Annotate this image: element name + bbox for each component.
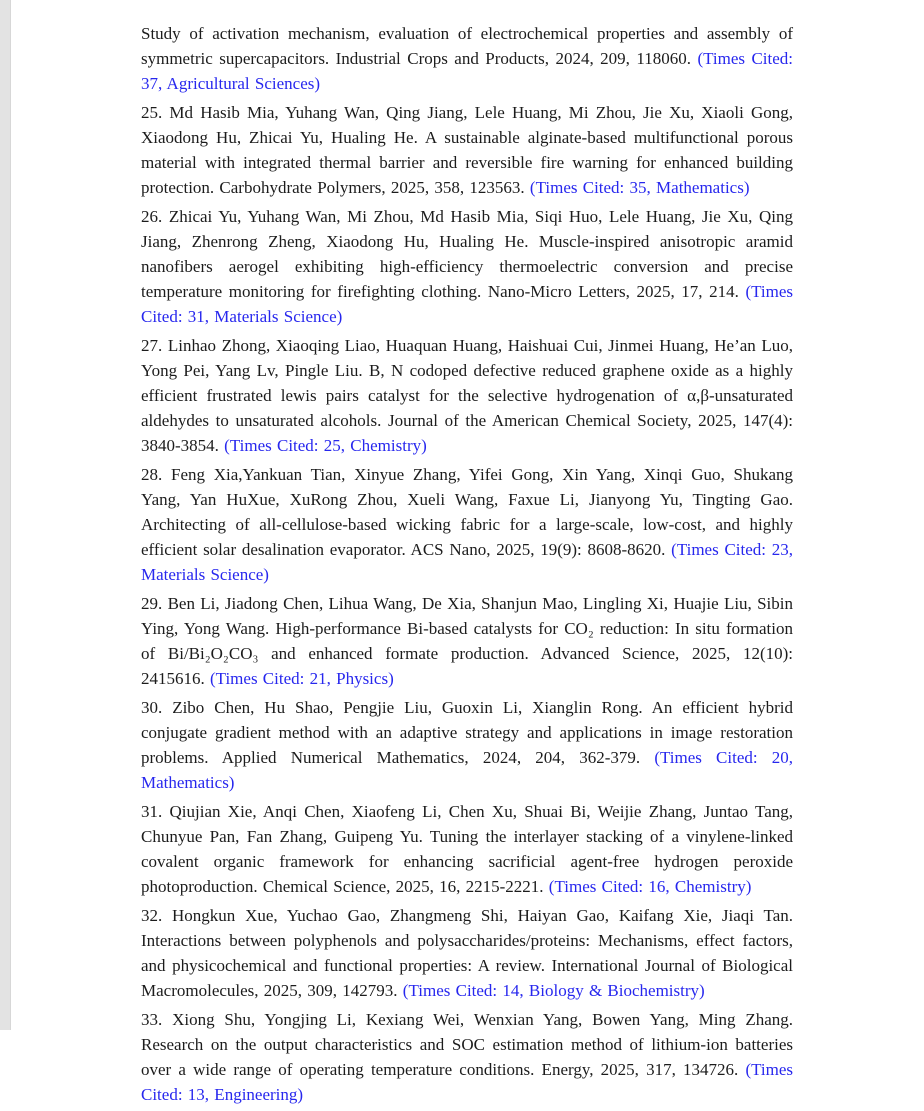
citation-entry	[141, 462, 793, 587]
citation-entry	[141, 1007, 793, 1107]
citation-text: Study of activation mechanism, evaluation of electrochemical properties and assembly of symmetric supercapacitors. Industrial Crops and Products, 2024, 209, 118060.	[141, 24, 793, 68]
times-cited-link[interactable]: (Times Cited: 20, Mathematics)	[141, 748, 794, 792]
citation-entry	[141, 204, 793, 329]
citation-number: 33.	[141, 1010, 163, 1029]
citation-text: Zibo Chen, Hu Shao, Pengjie Liu, Guoxin Li, Xianglin Rong. An efficient hybrid conjugate gradient method with an adaptive strategy and applications in image restoration problems. Applied Numerical Mathematics, 2024, 204, 362-379.	[141, 698, 793, 767]
citation-entry	[141, 333, 793, 458]
times-cited-link[interactable]: (Times Cited: 13, Engineering)	[141, 1060, 794, 1104]
citation-number: 26.	[141, 207, 163, 226]
citation-text: Hongkun Xue, Yuchao Gao, Zhangmeng Shi, Haiyan Gao, Kaifang Xie, Jiaqi Tan. Interactions between polyphenols and polysaccharides/proteins: Mechanisms, effect factors, and physicochemical and functional properties: A review. International Journal of Biological Macromolecules, 2025, 309, 142793.	[141, 906, 793, 1000]
citation-number: 29.	[141, 594, 163, 613]
citation-number: 32.	[141, 906, 163, 925]
times-cited-link[interactable]: (Times Cited: 14, Biology & Biochemistry)	[402, 981, 705, 1000]
times-cited-link[interactable]: (Times Cited: 21, Physics)	[210, 669, 394, 688]
citation-number: 28.	[141, 465, 163, 484]
citation-entry	[141, 21, 793, 96]
citation-number: 25.	[141, 103, 163, 122]
times-cited-link[interactable]: (Times Cited: 37, Agricultural Sciences)	[141, 49, 794, 93]
citation-text: Md Hasib Mia, Yuhang Wan, Qing Jiang, Lele Huang, Mi Zhou, Jie Xu, Xiaoli Gong, Xiaodong Hu, Zhicai Yu, Hualing He. A sustainable alginate-based multifunctional porous material with integrated thermal barrier and reversible fire warning for enhanced building protection. Carbohydrate Polymers, 2025, 358, 123563.	[141, 103, 793, 197]
citation-entry	[141, 799, 793, 899]
times-cited-link[interactable]: (Times Cited: 31, Materials Science)	[141, 282, 793, 326]
citation-number: 30.	[141, 698, 163, 717]
citation-number: 31.	[141, 802, 163, 821]
citation-entry	[141, 903, 793, 1003]
citation-text: Zhicai Yu, Yuhang Wan, Mi Zhou, Md Hasib Mia, Siqi Huo, Lele Huang, Jie Xu, Qing Jiang, Zhenrong Zheng, Xiaodong Hu, Hualing He. Muscle-inspired anisotropic aramid nanofibers aerogel exhibiting high-efficiency thermoelectric conversion and precise temperature monitoring for firefighting clothing. Nano-Micro Letters, 2025, 17, 214.	[141, 207, 794, 301]
citation-text: Qiujian Xie, Anqi Chen, Xiaofeng Li, Chen Xu, Shuai Bi, Weijie Zhang, Juntao Tang, Chunyue Pan, Fan Zhang, Guipeng Yu. Tuning the interlayer stacking of a vinylene-linked covalent organic framework for enhancing sacrificial agent-free hydrogen peroxide photoproduction. Chemical Science, 2025, 16, 2215-2221.	[141, 802, 793, 896]
citation-list	[141, 21, 793, 1111]
citation-text: Feng Xia,Yankuan Tian, Xinyue Zhang, Yifei Gong, Xin Yang, Xinqi Guo, Shukang Yang, Yan HuXue, XuRong Zhou, Xueli Wang, Faxue Li, Jianyong Yu, Tingting Gao. Architecting of all-cellulose-based wicking fabric for a large-scale, low-cost, and highly efficient solar desalination evaporator. ACS Nano, 2025, 19(9): 8608-8620.	[141, 465, 794, 559]
citation-entry	[141, 695, 793, 795]
citation-text: Linhao Zhong, Xiaoqing Liao, Huaquan Huang, Haishuai Cui, Jinmei Huang, He’an Luo, Yong Pei, Yang Lv, Pingle Liu. B, N codoped defective reduced graphene oxide as a highly efficient frustrated lewis pairs catalyst for the selective hydrogenation of α,β-unsaturated aldehydes to unsaturated alcohols. Journal of the American Chemical Society, 2025, 147(4): 3840-3854.	[141, 336, 793, 455]
page-left-edge	[0, 0, 11, 1030]
times-cited-link[interactable]: (Times Cited: 16, Chemistry)	[548, 877, 752, 896]
times-cited-link[interactable]: (Times Cited: 23, Materials Science)	[141, 540, 794, 584]
citation-text: Ben Li, Jiadong Chen, Lihua Wang, De Xia, Shanjun Mao, Lingling Xi, Huajie Liu, Sibin Ying, Yong Wang. High-performance Bi-based catalysts for CO₂ reduction: In situ formation of Bi/Bi₂O₂CO₃ and enhanced formate production. Advanced Science, 2025, 12(10): 2415616.	[141, 594, 794, 688]
citation-text: Xiong Shu, Yongjing Li, Kexiang Wei, Wenxian Yang, Bowen Yang, Ming Zhang. Research on the output characteristics and SOC estimation method of lithium-ion batteries over a wide range of operating temperature conditions. Energy, 2025, 317, 134726.	[141, 1010, 794, 1079]
citation-number: 27.	[141, 336, 163, 355]
times-cited-link[interactable]: (Times Cited: 25, Chemistry)	[224, 436, 427, 455]
times-cited-link[interactable]: (Times Cited: 35, Mathematics)	[529, 178, 750, 197]
citation-entry	[141, 591, 793, 691]
citation-entry	[141, 100, 793, 200]
